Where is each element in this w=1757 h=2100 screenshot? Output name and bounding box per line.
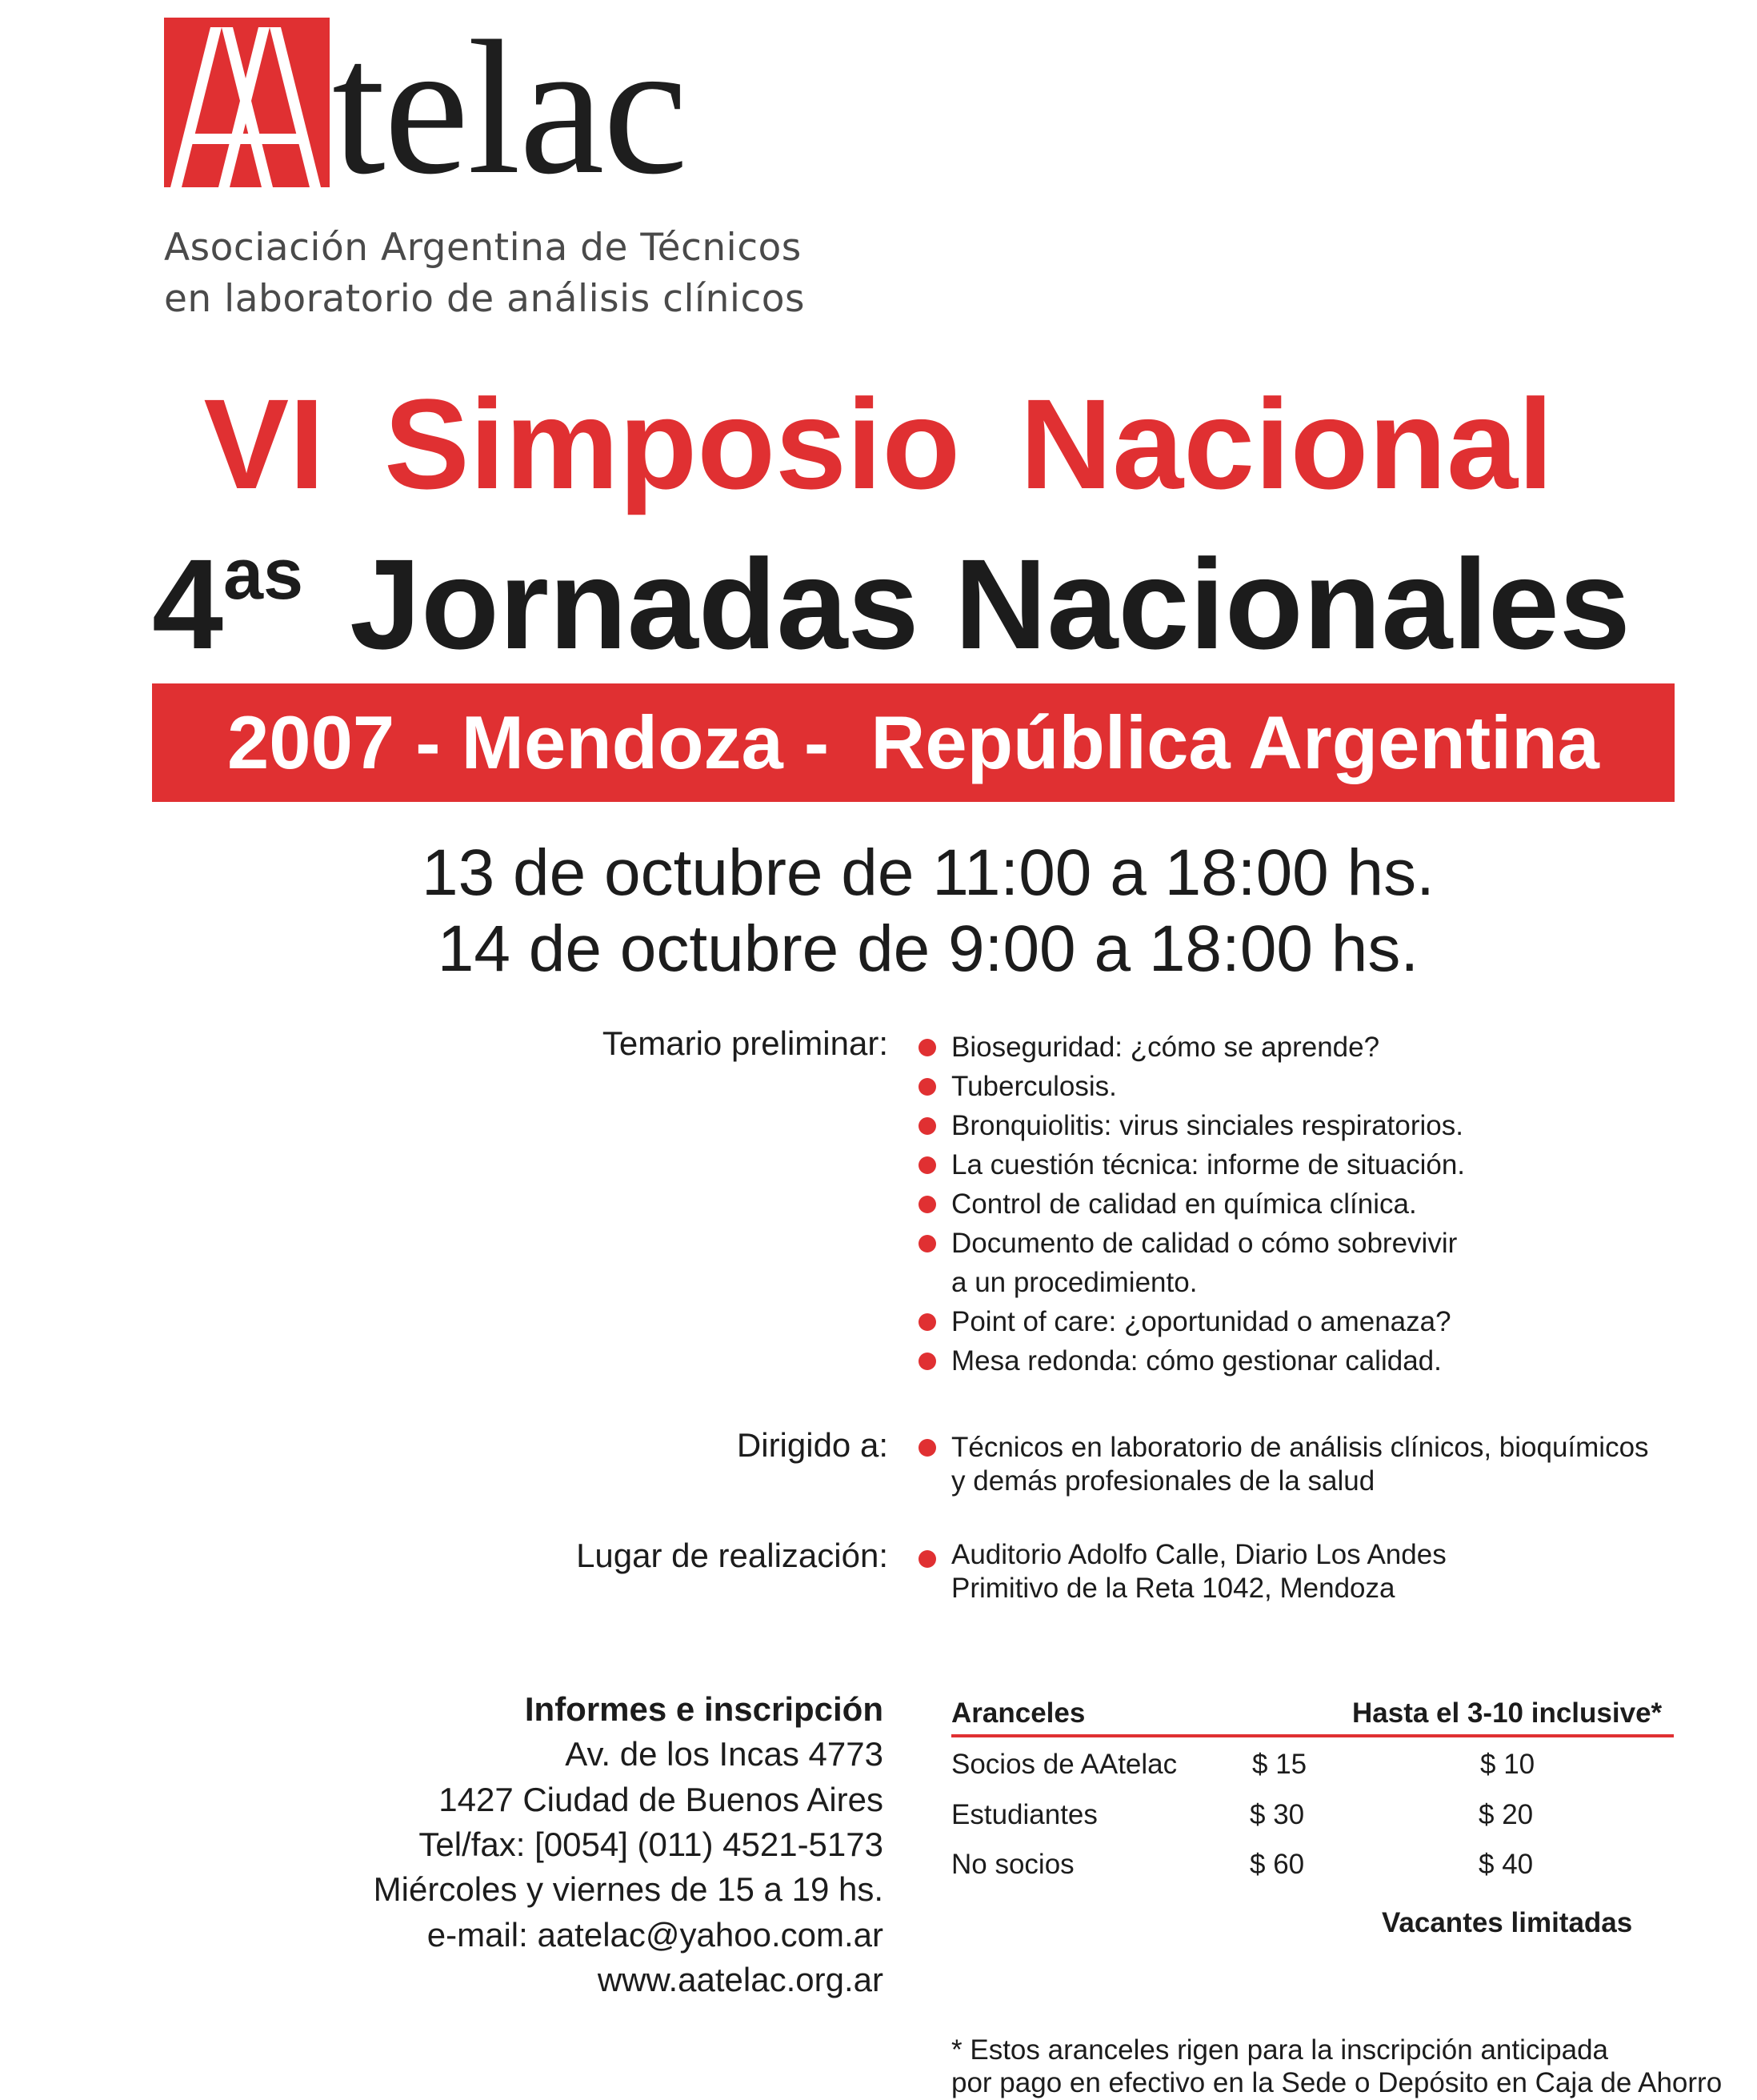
temario-item: Mesa redonda: cómo gestionar calidad. [951,1345,1442,1377]
temario-item: Tuberculosis. [951,1071,1117,1102]
bullet-icon [919,1550,936,1568]
fee-row-price: $ 15 [1252,1749,1307,1780]
vacantes-note: Vacantes limitadas [1382,1907,1633,1938]
temario-item: Point of care: ¿oportunidad o amenaza? [951,1306,1451,1337]
fee-row-name: Socios de AAtelac [951,1749,1178,1780]
contact-line: Tel/fax: [0054] (011) 4521-5173 [418,1825,883,1863]
contact-heading: Informes e inscripción [524,1690,883,1728]
fee-row-name: Estudiantes [951,1799,1098,1830]
footnote-line: * Estos aranceles rigen para la inscripción anticipada [951,2034,1609,2066]
dirigido-label: Dirigido a: [736,1426,888,1464]
bullet-icon [919,1353,936,1370]
fees-header-left: Aranceles [951,1697,1086,1729]
lugar-line: Auditorio Adolfo Calle, Diario Los Andes [951,1539,1447,1570]
fees-header-right: Hasta el 3-10 inclusive* [1352,1697,1663,1729]
logo-subtitle-line: en laboratorio de análisis clínicos [164,277,806,321]
temario-item: Control de calidad en química clínica. [951,1188,1417,1220]
bullet-icon [919,1196,936,1213]
logo-subtitle-line: Asociación Argentina de Técnicos [164,226,802,270]
logo-mark [164,18,330,187]
logo-wordmark: telac [332,1,686,214]
temario-item: Bioseguridad: ¿cómo se aprende? [951,1032,1380,1063]
dirigido-line: y demás profesionales de la salud [951,1465,1375,1497]
bullet-icon [919,1039,936,1056]
bullet-icon [919,1156,936,1174]
temario-label: Temario preliminar: [602,1024,888,1062]
contact-line: Av. de los Incas 4773 [565,1735,883,1773]
temario-item: Documento de calidad o cómo sobrevivir [951,1228,1458,1259]
contact-line: Miércoles y viernes de 15 a 19 hs. [373,1870,883,1908]
ordinal-number: 4 [152,532,223,675]
event-subtitle [152,532,1631,676]
contact-website[interactable]: www.aatelac.org.ar [597,1961,883,1998]
temario-item-continuation: a un procedimiento. [951,1267,1198,1298]
bullet-icon [919,1439,936,1457]
lugar-line: Primitivo de la Reta 1042, Mendoza [951,1573,1395,1604]
bullet-icon [919,1078,936,1096]
date-line: 14 de octubre de 9:00 a 18:00 hs. [437,912,1419,985]
footnote-line: por pago en efectivo en la Sede o Depósito en Caja de Ahorro [951,2067,1723,2098]
temario-item: Bronquiolitis: virus sinciales respiratorios. [951,1110,1463,1141]
contact-line: 1427 Ciudad de Buenos Aires [438,1781,883,1818]
contact-email[interactable]: e-mail: aatelac@yahoo.com.ar [426,1916,883,1954]
dirigido-line: Técnicos en laboratorio de análisis clínicos, bioquímicos [951,1432,1649,1463]
temario-item: La cuestión técnica: informe de situación. [951,1149,1466,1180]
aa-logo-icon [164,18,330,187]
fee-row-price: $ 60 [1250,1849,1305,1880]
ordinal-suffix: as [222,535,304,615]
event-title: VI Simposio Nacional [203,372,1554,515]
fee-row-price: $ 30 [1250,1799,1305,1830]
fee-row-early: $ 40 [1479,1849,1534,1880]
bullet-icon [919,1117,936,1135]
fees-divider [951,1734,1674,1737]
jornadas-text: Jornadas Nacionales [350,532,1631,675]
fee-row-early: $ 20 [1479,1799,1534,1830]
fee-row-early: $ 10 [1480,1749,1535,1780]
fee-row-name: No socios [951,1849,1075,1880]
date-line: 13 de octubre de 11:00 a 18:00 hs. [422,836,1435,909]
bullet-icon [919,1235,936,1252]
banner-text: 2007 - Mendoza - República Argentina [227,700,1599,784]
location-banner [152,683,1675,802]
lugar-label: Lugar de realización: [576,1537,888,1574]
bullet-icon [919,1313,936,1331]
